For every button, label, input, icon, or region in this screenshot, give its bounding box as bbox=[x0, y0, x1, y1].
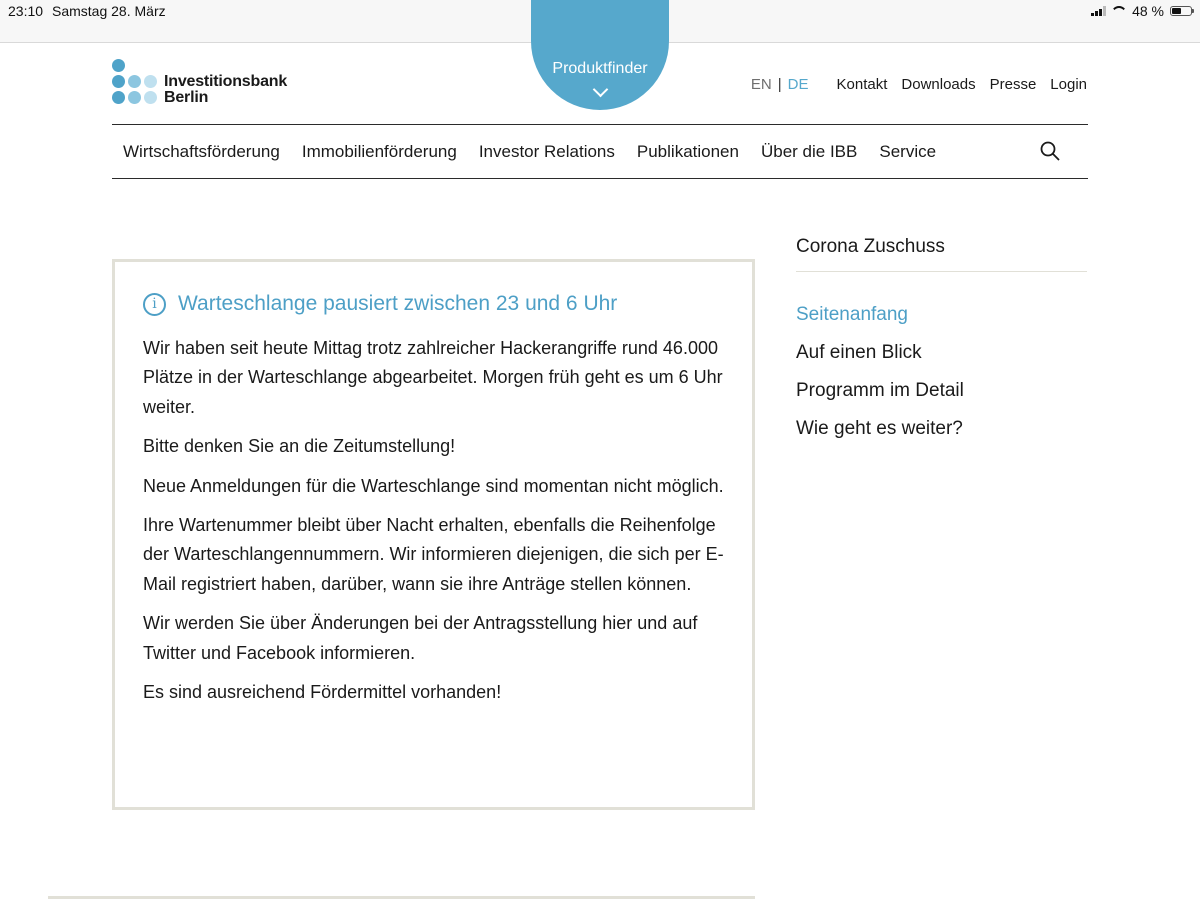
logo-dot bbox=[144, 91, 157, 104]
login-link[interactable]: Login bbox=[1050, 76, 1087, 93]
logo-dot bbox=[128, 91, 141, 104]
logo-dots-icon bbox=[112, 59, 158, 105]
sidebar-divider bbox=[796, 271, 1087, 272]
sidebar-link-programm-im-detail[interactable]: Programm im Detail bbox=[796, 380, 964, 401]
footer-divider bbox=[48, 896, 755, 899]
ibb-logo[interactable] bbox=[112, 58, 287, 106]
info-icon: i bbox=[143, 293, 166, 316]
nav-service[interactable]: Service bbox=[879, 141, 937, 161]
logo-line1: Investitionsbank bbox=[164, 73, 288, 90]
status-time: 23:10 bbox=[8, 3, 44, 19]
notice-paragraph: Wir werden Sie über Änderungen bei der Antragsstellung hier und auf Twitter und Facebook informieren. bbox=[143, 613, 698, 663]
main-navigation bbox=[112, 124, 1088, 179]
notice-paragraph: Neue Anmeldungen für die Warteschlange sind momentan nicht möglich. bbox=[143, 475, 724, 496]
produktfinder-label: Produktfinder bbox=[552, 60, 648, 77]
notice-header bbox=[143, 292, 724, 316]
notice-paragraph: Es sind ausreichend Fördermittel vorhanden! bbox=[143, 682, 502, 703]
notice-paragraph: Ihre Wartenummer bleibt über Nacht erhalten, ebenfalls die Reihenfolge der Warteschlangennummern. Wir informieren diejenigen, die sich per E-Mail registriert haben, darüber, wann sie ihre Anträge stellen können. bbox=[143, 515, 724, 594]
battery-icon bbox=[1170, 6, 1192, 16]
top-navigation bbox=[751, 76, 1087, 93]
sidebar-title: Corona Zuschuss bbox=[796, 236, 945, 257]
status-indicators bbox=[1091, 3, 1192, 19]
lang-separator: | bbox=[777, 76, 782, 93]
logo-line2: Berlin bbox=[164, 89, 209, 106]
lang-en-link[interactable]: EN bbox=[750, 76, 772, 93]
nav-ueber-die-ibb[interactable]: Über die IBB bbox=[760, 141, 858, 161]
kontakt-link[interactable]: Kontakt bbox=[836, 76, 888, 93]
wifi-icon bbox=[1112, 6, 1126, 16]
status-date: Samstag 28. März bbox=[52, 3, 166, 19]
produktfinder-button[interactable] bbox=[531, 0, 669, 110]
sidebar-link-auf-einen-blick[interactable]: Auf einen Blick bbox=[796, 342, 922, 363]
logo-dot bbox=[112, 75, 125, 88]
logo-dot bbox=[144, 75, 157, 88]
notice-title: Warteschlange pausiert zwischen 23 und 6 Uhr bbox=[178, 292, 618, 315]
chevron-down-icon bbox=[592, 82, 608, 98]
nav-immobilienfoerderung[interactable]: Immobilienförderung bbox=[301, 141, 457, 161]
cellular-signal-icon bbox=[1091, 6, 1106, 16]
search-icon[interactable] bbox=[1040, 141, 1060, 161]
nav-publikationen[interactable]: Publikationen bbox=[636, 141, 739, 161]
sidebar-links bbox=[796, 296, 964, 448]
presse-link[interactable]: Presse bbox=[989, 76, 1037, 93]
lang-de-link[interactable]: DE bbox=[787, 76, 809, 93]
downloads-link[interactable]: Downloads bbox=[901, 76, 976, 93]
battery-fill bbox=[1172, 8, 1181, 14]
logo-dot bbox=[112, 59, 125, 72]
notice-paragraph: Wir haben seit heute Mittag trotz zahlreicher Hackerangriffe rund 46.000 Plätze in der Warteschlange abgearbeitet. Morgen früh geht es um 6 Uhr weiter. bbox=[143, 338, 723, 417]
notice-paragraph: Bitte denken Sie an die Zeitumstellung! bbox=[143, 436, 456, 457]
notice-box bbox=[112, 259, 755, 810]
sidebar-link-seitenanfang[interactable]: Seitenanfang bbox=[796, 304, 908, 325]
logo-dot bbox=[112, 91, 125, 104]
logo-dot bbox=[128, 75, 141, 88]
nav-wirtschaftsfoerderung[interactable]: Wirtschaftsförderung bbox=[123, 141, 280, 161]
sidebar-link-wie-geht-es-weiter[interactable]: Wie geht es weiter? bbox=[796, 418, 963, 439]
logo-text bbox=[164, 74, 287, 106]
nav-investor-relations[interactable]: Investor Relations bbox=[478, 141, 615, 161]
battery-percent: 48 % bbox=[1132, 3, 1164, 19]
